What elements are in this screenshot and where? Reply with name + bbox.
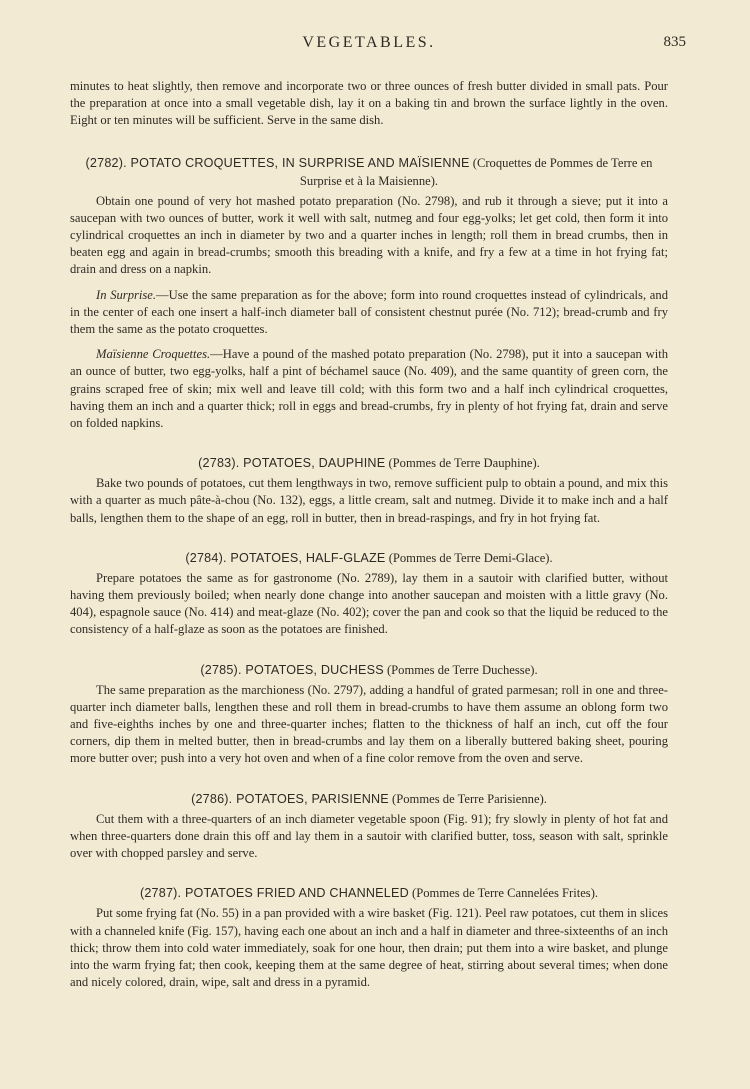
recipe-paragraph: Cut them with a three-quarters of an inch diameter vegetable spoon (Fig. 91); fry slowly in plenty of hot fat and when three-quarters done drain this off and lay them in a sautoir with clarified butter, toss, season with salt, sprinkle over with chopped parsley and serve. [70,811,668,861]
recipe-paragraph: The same preparation as the marchioness (No. 2797), adding a handful of grated parmesan; roll in one and three-quarter inch diameter balls, lengthen these and roll them in bread-crumbs to have them assume an oblong form two and five-eighths inches by one and three-quarter inches; flatten to the thickness of half an inch, cut off the four corners, dip them in melted butter, then in bread-crumbs and lay them on a liberally buttered baking sheet, pouring more butter over; push into a very hot oven and when of a fine color remove from the oven and serve. [70,682,668,766]
intro-paragraph: minutes to heat slightly, then remove and incorporate two or three ounces of fresh butter divided in small pats. Pour the preparation at once into a small vegetable dish, lay it on a baking tin and brown the surface lightly in the oven. Eight or ten minutes will be sufficient. Serve in the same dish. [70,79,668,128]
recipe-heading-2783 [70,454,668,472]
recipe-subtitle: (Pommes de Terre Dauphine). [388,456,540,471]
recipe-title: (2786). POTATOES, PARISIENNE [191,791,389,806]
recipe-subtitle: (Pommes de Terre Demi-Glace). [388,550,553,565]
variant-label: Maïsienne Croquettes. [96,347,211,362]
recipe-heading-2784 [70,549,668,567]
variant-text: —Use the same preparation as for the above; form into round croquettes instead of cylindricals, and in the center of each one insert a half-inch diameter ball of consistent chestnut purée (No. 712); bread-crumb and fry them the same as the potato croquettes. [70,287,668,337]
recipe-title: (2785). POTATOES, DUCHESS [200,662,384,677]
recipe-heading-2787 [70,884,668,902]
recipe-heading-2785 [70,661,668,679]
recipe-title: (2783). POTATOES, DAUPHINE [198,456,386,471]
recipe-subtitle: (Pommes de Terre Parisienne). [392,791,547,806]
variant-label: In Surprise. [96,287,157,302]
page-number: 835 [663,34,686,50]
recipe-subtitle: (Pommes de Terre Duchesse). [386,662,538,677]
variant-paragraph-maisienne [70,346,668,432]
recipe-paragraph: Put some frying fat (No. 55) in a pan provided with a wire basket (Fig. 121). Peel raw potatoes, cut them in slices with a channeled knife (Fig. 157), having each one about an inch and a half in diameter and three-sixteenths of an inch thick; throw them into cold water immediately, soak for one hour, then drain; put them into a wire basket, and plunge into the warm frying fat; then cook, keeping them at the same degree of heat, stirring about several times; when done and nicely colored, drain, wipe, salt and dress in a pyramid. [70,906,668,990]
running-head [70,28,686,58]
recipe-subtitle: (Pommes de Terre Cannelées Frites). [412,886,599,901]
recipe-title: (2782). POTATO CROQUETTES, IN SURPRISE AND MAÏSIENNE [85,155,470,170]
page-title: VEGETABLES. [302,34,436,51]
recipe-heading-2782 [70,154,668,190]
recipe-paragraph: Obtain one pound of very hot mashed potato preparation (No. 2798), and rub it through a sieve; put it into a saucepan with two ounces of butter, work it well with salt, nutmeg and four egg-yolks; let get cold, then form it into cylindrical croquettes an inch in diameter by two and a quarter inches in length; roll them in bread crumbs, then in beaten egg and again in bread-crumbs; smooth this breading with a knife, and fry a few at a time in hot frying fat; drain and dress on a napkin. [70,193,668,277]
recipe-subtitle: (Croquettes de Pommes de Terre en Surprise et à la Maisienne). [299,155,653,188]
recipe-heading-2786 [70,790,668,808]
variant-paragraph-in-surprise [70,287,668,339]
recipe-paragraph: Bake two pounds of potatoes, cut them lengthways in two, remove sufficient pulp to obtain a pound, and mix this with a quarter as much pâte-à-chou (No. 132), eggs, a little cream, salt and nutmeg. Divide it to make inch and a half balls, lengthen them to the shape of an egg, roll in butter, then in bread-raspings, and fry in hot frying fat. [70,476,668,525]
recipe-title: (2787). POTATOES FRIED AND CHANNELED [139,886,409,901]
recipe-title: (2784). POTATOES, HALF-GLAZE [185,550,386,565]
variant-text: —Have a pound of the mashed potato preparation (No. 2798), put it into a saucepan with an ounce of butter, two egg-yolks, half a pint of béchamel sauce (No. 409), and the same quantity of green corn, the grains scraped free of skin; mix well and leave till cold; with this form two and a half inch cylindrical croquettes, having them an inch and a quarter thick; roll in eggs and bread-crumbs, fry in plenty of hot frying fat, drain and serve on folded napkins. [70,347,668,431]
recipe-paragraph: Prepare potatoes the same as for gastronome (No. 2789), lay them in a sautoir with clarified butter, without having them previously boiled; when nearly done change into another saucepan and moisten with a little gravy (No. 404), espagnole sauce (No. 414) and meat-glaze (No. 402); cover the pan and cook so that the liquid be reduced to the consistency of a half-glaze as soon as the potatoes are finished. [70,570,668,637]
